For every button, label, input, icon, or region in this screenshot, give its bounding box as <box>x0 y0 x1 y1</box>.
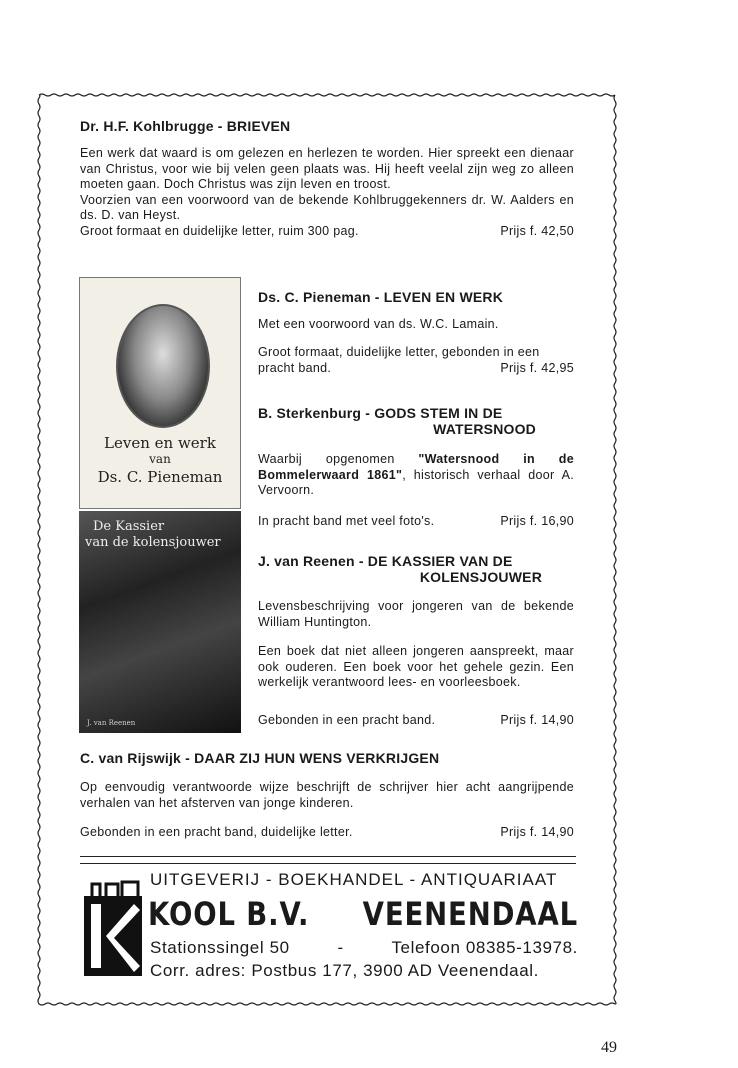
ad1-text2: Voorzien van een voorwoord van de bekende Kohlbruggekenners dr. W. Aalders en ds. D. van Heyst. <box>80 192 574 222</box>
ad4-format-row <box>258 713 574 729</box>
portrait-image <box>116 304 210 428</box>
publisher-name-row <box>148 895 578 933</box>
cover1-line1: Leven en werk <box>104 434 216 452</box>
book-cover-pieneman <box>79 277 241 509</box>
publisher-logo-icon <box>82 880 144 978</box>
cover2-author: J. van Reenen <box>87 719 136 727</box>
ad4-format: Gebonden in een pracht band. <box>258 713 436 727</box>
ad5-price: Prijs f. 14,90 <box>500 825 574 839</box>
ad1-price: Prijs f. 42,50 <box>500 223 574 238</box>
ad1-format-row <box>80 224 574 240</box>
publisher-address: Stationssingel 50 <box>150 938 290 957</box>
ad5-format-row <box>80 825 574 841</box>
ad3-text-bold: "Watersnood in de Bommelerwaard 1861" <box>258 452 574 482</box>
ad4-text: Levensbeschrijving voor jongeren van de bekende William Huntington. <box>258 599 574 629</box>
ad1-text: Een werk dat waard is om gelezen en herlezen te worden. Hier spreekt een dienaar van Christus, voor wie bij velen geen plaats was. Hij heeft veelal zijn weg zo alleen moeten gaan. Doch Christus was zijn leven en troost. <box>80 146 574 191</box>
ad2-title: Ds. C. Pieneman - LEVEN EN WERK <box>258 289 504 305</box>
ad4-price: Prijs f. 14,90 <box>500 713 574 727</box>
ad4-title-b: KOLENSJOUWER <box>419 569 542 585</box>
ad2-format-block <box>258 345 574 376</box>
ad3-title <box>258 405 574 437</box>
cover2-line1: De Kassier <box>93 519 165 534</box>
cover1-line2: van <box>149 452 171 466</box>
double-rule-divider <box>80 856 576 864</box>
cover2-line2: van de kolensjouwer <box>85 535 221 550</box>
publisher-contact-row <box>150 938 578 958</box>
ad4-title-a: J. van Reenen - DE KASSIER VAN DE <box>258 553 513 569</box>
ad2-text: Met een voorwoord van ds. W.C. Lamain. <box>258 317 499 331</box>
ad3-title-a: B. Sterkenburg - GODS STEM IN DE <box>258 405 503 421</box>
ad2-format: Groot formaat, duidelijke letter, gebonden in een pracht band. <box>258 345 540 375</box>
ad4-text2: Een boek dat niet alleen jongeren aanspreekt, maar ook ouderen. Een boek voor het gehele gezin. Een werkelijk verantwoord lees- en voorleesboek. <box>258 644 574 689</box>
publisher-tagline: UITGEVERIJ - BOEKHANDEL - ANTIQUARIAAT <box>150 870 558 889</box>
ad3-text-a: Waarbij opgenomen <box>258 452 419 466</box>
ad5-text: Op eenvoudig verantwoorde wijze beschrijft de schrijver hier acht aangrijpende verhalen van het afsterven van jonge kinderen. <box>80 780 574 810</box>
ad3-text-b: , historisch verhaal door A. Vervoorn. <box>258 467 574 497</box>
ad3-price: Prijs f. 16,90 <box>500 514 574 528</box>
publisher-phone: Telefoon 08385-13978. <box>391 938 578 957</box>
publisher-name: KOOL B.V. <box>148 895 310 933</box>
publisher-corr-address: Corr. adres: Postbus 177, 3900 AD Veenendaal. <box>150 961 539 980</box>
cover1-line3: Ds. C. Pieneman <box>97 468 223 486</box>
ad3-format-row <box>258 514 574 530</box>
page-number: 49 <box>601 1039 617 1056</box>
ad4-title <box>258 553 574 585</box>
ad1-format: Groot formaat en duidelijke letter, ruim 300 pag. <box>80 223 359 238</box>
ad1-title: Dr. H.F. Kohlbrugge - BRIEVEN <box>80 118 291 134</box>
publisher-city: VEENENDAAL <box>362 895 578 933</box>
publisher-dash: - <box>337 938 344 957</box>
book-cover-kassier <box>79 511 241 733</box>
ad3-format: In pracht band met veel foto's. <box>258 514 435 528</box>
ad1-body <box>80 146 574 239</box>
ad2-price: Prijs f. 42,95 <box>500 360 574 375</box>
ad3-title-b: WATERSNOOD <box>433 421 536 437</box>
ad5-title: C. van Rijswijk - DAAR ZIJ HUN WENS VERKRIJGEN <box>80 750 440 766</box>
ad3-body <box>258 452 574 499</box>
ad5-format: Gebonden in een pracht band, duidelijke letter. <box>80 825 353 839</box>
